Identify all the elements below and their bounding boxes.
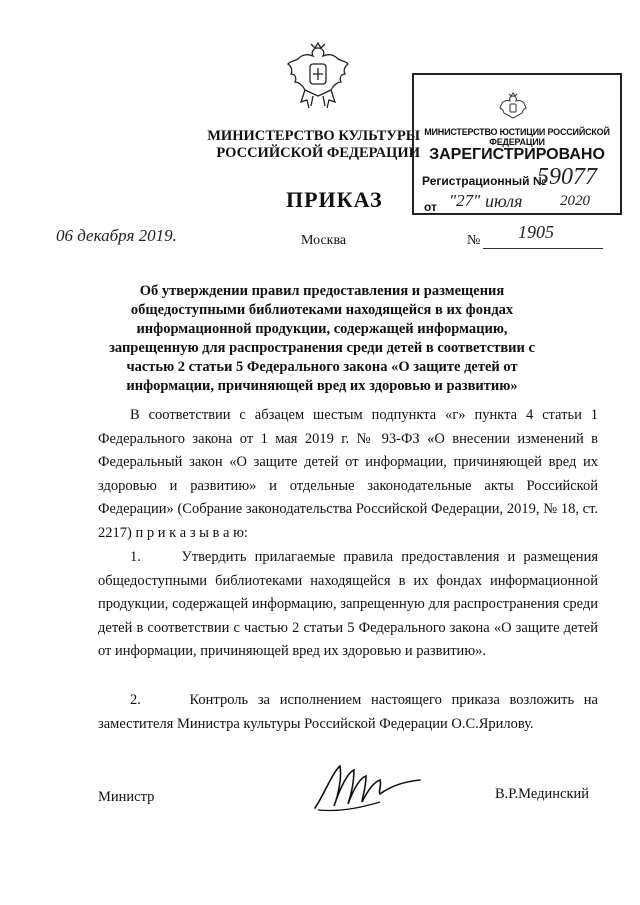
signatory-role: Министр <box>98 789 155 805</box>
document-type-heading: ПРИКАЗ <box>286 187 383 212</box>
signatory-name: В.Р.Мединский <box>495 786 590 802</box>
handwritten-date: 06 декабря 2019. <box>56 226 177 245</box>
russian-coat-of-arms-icon <box>283 40 353 114</box>
stamp-title: ЗАРЕГИСТРИРОВАНО <box>429 146 605 163</box>
ministry-line-2: РОССИЙСКОЙ ФЕДЕРАЦИИ <box>216 145 420 161</box>
clause-1-paragraph: 1. Утвердить прилагаемые правила предоставления и размещения общедоступными библиотеками находящейся в их фондах информационной продукции, содержащей информацию, запрещенную для распространения среди детей в соответствии с частью 2 статьи 5 Федерального закона «О защите детей от информации, причиняющей вред их здоровью и развитию». <box>98 549 598 659</box>
number-underline <box>483 248 603 249</box>
order-number: 1905 <box>518 222 554 242</box>
number-label: № <box>467 233 481 248</box>
preamble-paragraph: В соответствии с абзацем шестым подпункта «г» пункта 4 статьи 1 Федерального закона от 1 мая 2019 г. № 93-ФЗ «О внесении изменений в Федеральный закон «О защите детей от информации, причиняющей вред их здоровью и развитию» и отдельные законодательные акты Российской Федерации» (Собрание законодательства Российской Федерации, 2019, № 18, ст. 2217) п р и к а з ы в а ю: <box>98 407 598 541</box>
stamp-organization: МИНИСТЕРСТВО ЮСТИЦИИ РОССИЙСКОЙ ФЕДЕРАЦИИ <box>424 127 610 147</box>
stamp-registration-label: Регистрационный № <box>422 174 547 188</box>
handwritten-signature <box>310 758 425 818</box>
stamp-registration-number: 59077 <box>537 164 597 190</box>
issuing-ministry <box>205 128 420 162</box>
stamp-date-month: июля <box>485 191 523 211</box>
stamp-date-prefix: от <box>424 200 437 214</box>
stamp-emblem-icon <box>498 92 528 124</box>
stamp-date-day: "27" <box>449 191 481 210</box>
ministry-line-1: МИНИСТЕРСТВО КУЛЬТУРЫ <box>207 128 420 144</box>
document-title: Об утверждении правил предоставления и размещения общедоступными библиотеками находящейся в их фондах информационной продукции, содержащей информацию, запрещенную для распространения среди детей в соответствии с частью 2 статьи 5 Федерального закона «О защите детей от информации, причиняющей вред их здоровью и развитию» <box>109 283 535 394</box>
stamp-date-year: 2020 <box>560 193 590 209</box>
clause-2-paragraph: 2. Контроль за исполнением настоящего приказа возложить на заместителя Министра культуры Российской Федерации О.С.Ярилову. <box>98 692 598 732</box>
city-label: Москва <box>301 233 347 248</box>
